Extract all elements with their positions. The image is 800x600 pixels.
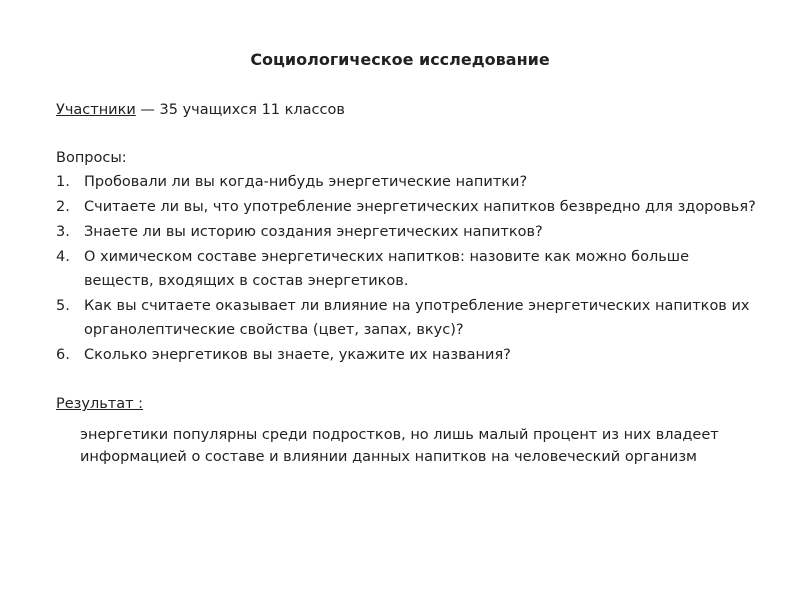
question-text: Знаете ли вы историю создания энергетических напитков? <box>84 224 543 240</box>
question-number: 1. <box>56 174 70 190</box>
participants-label: Участники <box>56 102 136 118</box>
question-item <box>56 170 756 194</box>
slide-body <box>56 98 756 468</box>
question-text: О химическом составе энергетических напитков: назовите как можно больше веществ, входящих в состав энергетиков. <box>84 249 689 289</box>
question-item <box>56 294 756 342</box>
question-number: 3. <box>56 224 70 240</box>
spacer <box>56 368 756 392</box>
question-item <box>56 245 756 293</box>
question-text: Считаете ли вы, что употребление энергетических напитков безвредно для здоровья? <box>84 199 756 215</box>
questions-list <box>56 170 756 367</box>
participants-text: — 35 учащихся 11 классов <box>135 102 345 118</box>
result-text: энергетики популярны среди подростков, но лишь малый процент из них владеет информацией о составе и влиянии данных напитков на человеческий организм <box>80 427 719 465</box>
question-item <box>56 220 756 244</box>
question-text: Пробовали ли вы когда-нибудь энергетические напитки? <box>84 174 528 190</box>
participants-line <box>56 98 756 122</box>
question-number: 2. <box>56 199 70 215</box>
result-heading: Результат : <box>56 396 144 412</box>
question-text: Как вы считаете оказывает ли влияние на употребление энергетических напитков их органолептические свойства (цвет, запах, вкус)? <box>84 298 750 338</box>
question-number: 4. <box>56 249 70 265</box>
question-number: 5. <box>56 298 70 314</box>
slide-title: Социологическое исследование <box>250 50 550 69</box>
question-number: 6. <box>56 347 70 363</box>
question-text: Сколько энергетиков вы знаете, укажите их названия? <box>84 347 511 363</box>
questions-heading: Вопросы: <box>56 150 127 166</box>
question-item <box>56 343 756 367</box>
spacer <box>56 122 756 146</box>
top-bar <box>0 0 800 6</box>
question-item <box>56 195 756 219</box>
